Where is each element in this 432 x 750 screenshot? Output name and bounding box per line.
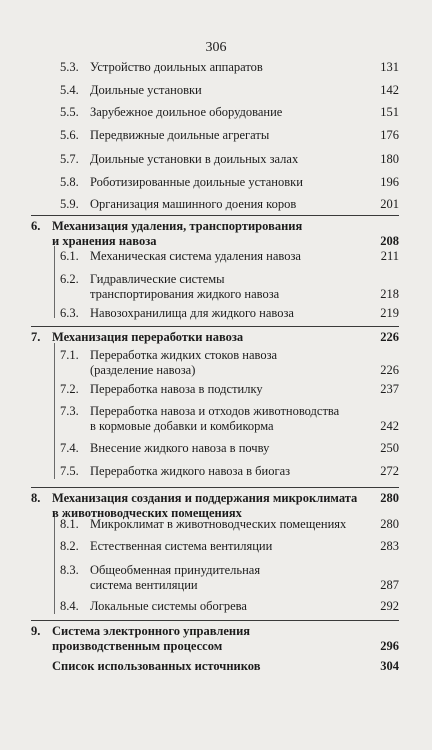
- chapter-title: Механизация переработки навоза: [52, 330, 244, 344]
- entry-page: 292: [380, 599, 399, 613]
- entry-page: 218: [380, 287, 399, 301]
- entry-number: 5.5.: [60, 105, 79, 119]
- entry-page: 272: [380, 464, 399, 478]
- entry-title-line: Переработка жидких стоков навоза: [90, 348, 278, 362]
- entry-title-line: (разделение навоза): [90, 363, 196, 377]
- chapter-title-line: и хранения навоза: [52, 234, 157, 248]
- entry-title-line: в кормовые добавки и комбикорма: [90, 419, 274, 433]
- entry-page: 176: [380, 128, 399, 142]
- entry-page: 287: [380, 578, 399, 592]
- entry-number: 6.3.: [60, 306, 79, 320]
- bibliography-page: 304: [380, 659, 399, 673]
- chapter-rule: [31, 620, 399, 621]
- entry-number: 5.6.: [60, 128, 79, 142]
- entry-title-line: система вентиляции: [90, 578, 198, 592]
- entry-title: Переработка навоза в подстилку: [90, 382, 263, 396]
- entry-number: 7.2.: [60, 382, 79, 396]
- chapter-number: 8.: [31, 491, 41, 505]
- entry-page: 201: [380, 197, 399, 211]
- entry-title: Передвижные доильные агрегаты: [90, 128, 270, 142]
- entry-page: 242: [380, 419, 399, 433]
- entry-page: 151: [380, 105, 399, 119]
- entry-number: 8.4.: [60, 599, 79, 613]
- chapter-page: 296: [380, 639, 399, 653]
- entry-title: Устройство доильных аппаратов: [90, 60, 263, 74]
- entry-title: Зарубежное доильное оборудование: [90, 105, 283, 119]
- entry-title: Внесение жидкого навоза в почву: [90, 441, 270, 455]
- chapter-title-line: Механизация создания и поддержания микроклимата: [52, 491, 358, 505]
- entry-number: 5.4.: [60, 83, 79, 97]
- entry-page: 226: [380, 363, 399, 377]
- entry-page: 250: [380, 441, 399, 455]
- chapter-rule: [31, 326, 399, 327]
- entry-number: 7.5.: [60, 464, 79, 478]
- chapter-title-line: Система электронного управления: [52, 624, 251, 638]
- entry-title: Переработка жидкого навоза в биогаз: [90, 464, 291, 478]
- entry-title-line: Переработка навоза и отходов животноводства: [90, 404, 340, 418]
- chapter-rule: [31, 487, 399, 488]
- chapter-page: 280: [380, 491, 399, 505]
- entry-page: 283: [380, 539, 399, 553]
- entry-title: Навозохранилища для жидкого навоза: [90, 306, 294, 320]
- entry-page: 211: [380, 249, 399, 263]
- chapter-page: 226: [380, 330, 399, 344]
- entry-title-line: Общеобменная принудительная: [90, 563, 261, 577]
- entry-number: 8.3.: [60, 563, 79, 577]
- chapter-title-line: Механизация удаления, транспортирования: [52, 219, 303, 233]
- entry-page: 280: [380, 517, 399, 531]
- sublist-vrule: [54, 246, 55, 318]
- entry-page: 180: [380, 152, 399, 166]
- entry-number: 6.2.: [60, 272, 79, 286]
- entry-number: 7.4.: [60, 441, 79, 455]
- chapter-page: 208: [380, 234, 399, 248]
- entry-page: 142: [380, 83, 399, 97]
- entry-number: 7.3.: [60, 404, 79, 418]
- sublist-vrule: [54, 343, 55, 479]
- entry-title: Естественная система вентиляции: [90, 539, 273, 553]
- chapter-title-line: производственным процессом: [52, 639, 223, 653]
- entry-number: 8.2.: [60, 539, 79, 553]
- entry-title-line: транспортирования жидкого навоза: [90, 287, 280, 301]
- entry-title: Организация машинного доения коров: [90, 197, 297, 211]
- page-number: 306: [205, 40, 227, 55]
- entry-title-line: Гидравлические системы: [90, 272, 225, 286]
- entry-title: Механическая система удаления навоза: [90, 249, 301, 263]
- entry-page: 219: [380, 306, 399, 320]
- bibliography-title: Список использованных источников: [52, 659, 261, 673]
- entry-title: Доильные установки: [90, 83, 202, 97]
- entry-number: 7.1.: [60, 348, 79, 362]
- chapter-title-line: в животноводческих помещениях: [52, 506, 242, 520]
- entry-page: 237: [380, 382, 399, 396]
- entry-page: 131: [380, 60, 399, 74]
- chapter-number: 6.: [31, 219, 41, 233]
- chapter-rule: [31, 215, 399, 216]
- entry-title: Локальные системы обогрева: [90, 599, 247, 613]
- entry-title: Микроклимат в животноводческих помещениях: [90, 517, 347, 531]
- entry-page: 196: [380, 175, 399, 189]
- chapter-number: 9.: [31, 624, 41, 638]
- entry-number: 5.8.: [60, 175, 79, 189]
- entry-title: Роботизированные доильные установки: [90, 175, 303, 189]
- entry-number: 8.1.: [60, 517, 79, 531]
- entry-title: Доильные установки в доильных залах: [90, 152, 299, 166]
- entry-number: 6.1.: [60, 249, 79, 263]
- entry-number: 5.7.: [60, 152, 79, 166]
- chapter-number: 7.: [31, 330, 41, 344]
- entry-number: 5.3.: [60, 60, 79, 74]
- entry-number: 5.9.: [60, 197, 79, 211]
- sublist-vrule: [54, 514, 55, 614]
